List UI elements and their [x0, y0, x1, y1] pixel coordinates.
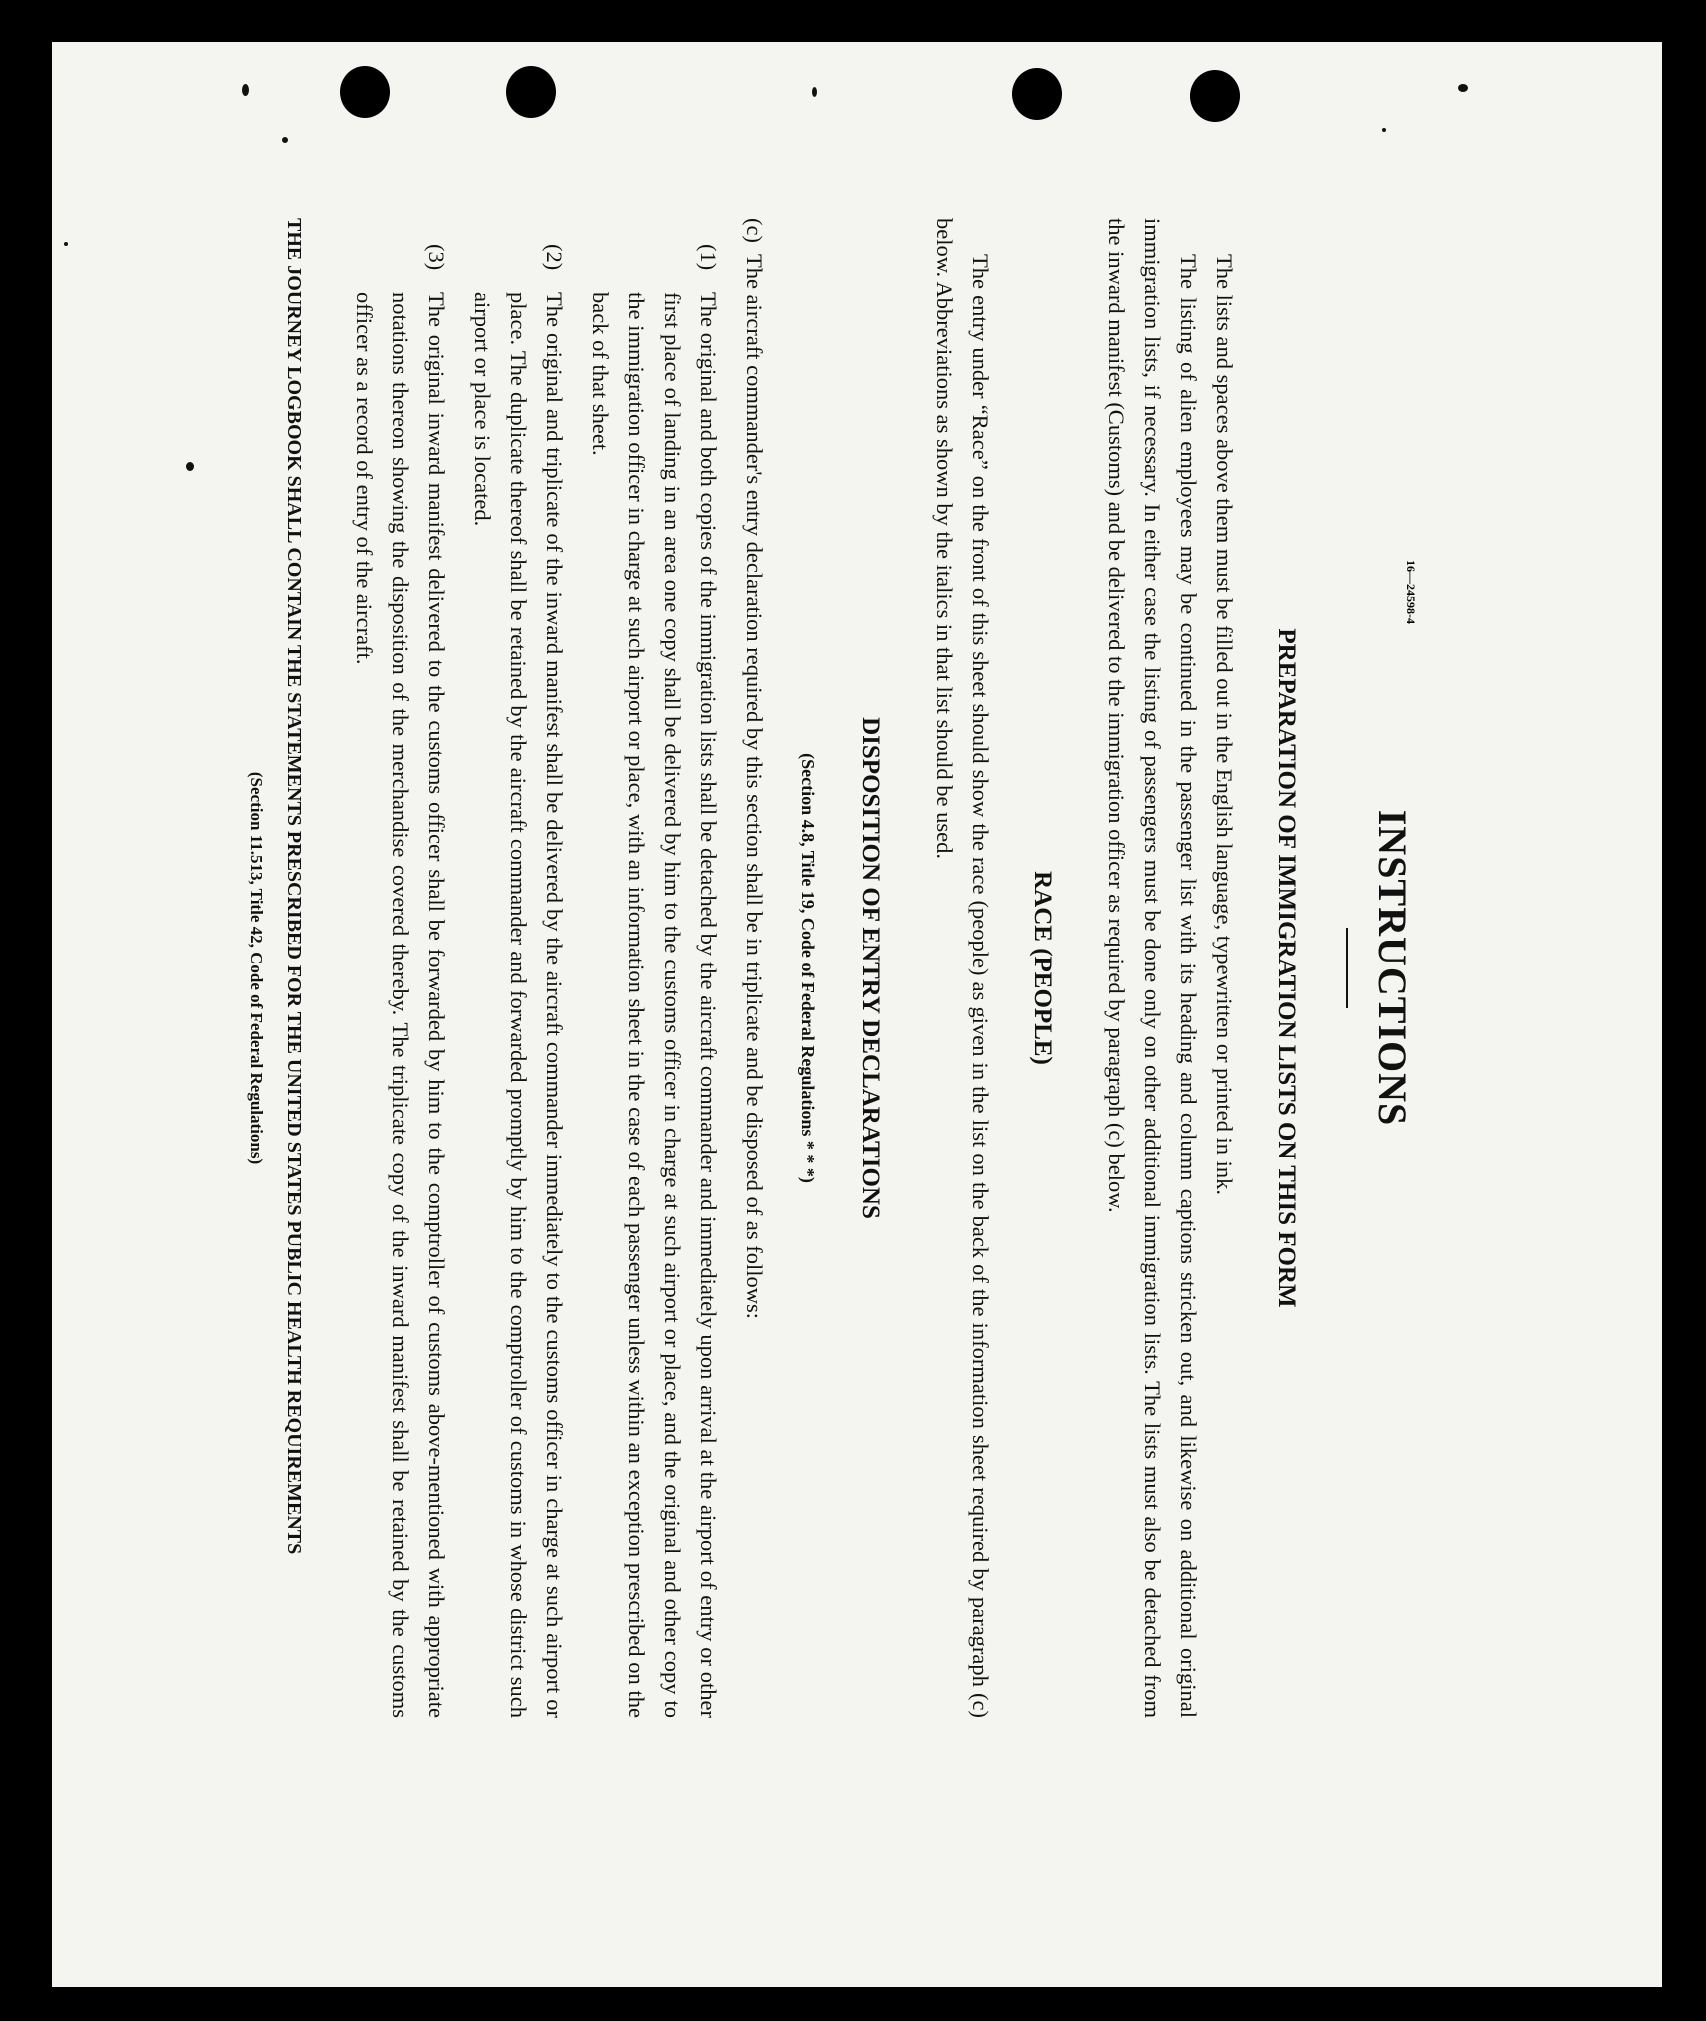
punch-hole [340, 66, 390, 118]
list-text: The original inward manifest delivered to the customs officer shall be forwarded by him to the comptroller of customs above-mentioned with appropriate notations thereon showing the disposition of the merchandise covered thereby. The triplicate copy of the inward manifest shall be retained by the customs officer as a record of entry of the aircraft. [352, 292, 449, 1718]
paragraph: The lists and spaces above them must be filled out in the English language, typewritten or printed in ink. [1212, 254, 1237, 1196]
speck [242, 84, 249, 96]
list-item [464, 218, 572, 1718]
speck [812, 87, 817, 97]
footer-statement: THE JOURNEY LOGBOOK SHALL CONTAIN THE STATEMENTS PRESCRIBED FOR THE UNITED STATES PUBLIC HEALTH REQUIREMENTS [283, 218, 305, 1555]
punch-hole [1190, 70, 1240, 122]
speck [282, 137, 288, 143]
list-number: (2) [542, 244, 567, 271]
form-number: 16—24598-4 [1404, 560, 1418, 624]
paragraph-text: The aircraft commander's entry declaration required by this section shall be in triplicate and be disposed of as follows: [742, 254, 767, 1319]
speck [1458, 84, 1468, 92]
list-item [582, 218, 726, 1718]
title-rule [1346, 928, 1348, 1008]
paragraph: The entry under “Race” on the front of this sheet should show the race (people) as given in the list on the back of the information sheet required by paragraph (c) below. Abbreviations as shown by the italics in that list should be used. [932, 218, 993, 1718]
list-text: The original and triplicate of the inward manifest shall be delivered by the aircraft commander immediately to the customs officer in charge at such airport or place. The duplicate thereof shall be retained by the aircraft commander and forwarded promptly by him to the comptroller of customs in whose district such airport or place is located. [470, 292, 567, 1718]
page-title: INSTRUCTIONS [1370, 809, 1415, 1127]
paragraph-c [736, 218, 772, 1718]
list-text: The original and both copies of the immigration lists shall be detached by the aircraft commander and immediately upon arrival at the airport of entry or other first place of landing in an area one copy shall be delivered by him to the customs officer in charge at such airport or place, and the original and other copy to the immigration officer in charge at such airport or place, with an information sheet in the case of each passenger unless within an exception prescribed on the back of that sheet. [588, 292, 721, 1718]
paragraph: The listing of alien employees may be continued in the passenger list with its heading and column captions stricken out, and likewise on additional original immigration lists, if necessary. In either case the listing of passengers must be done only on other additional immigration lists. The lists must also be detached from the inward manifest (Customs) and be delivered to the immigration officer as required by paragraph (c) below. [1104, 218, 1201, 1718]
punch-hole [506, 66, 556, 118]
list-item [346, 218, 454, 1718]
speck [1382, 128, 1386, 132]
section-citation: (Section 4.8, Title 19, Code of Federal Regulations * * *) [798, 753, 818, 1183]
punch-hole [1012, 68, 1062, 120]
rotated-text-block [247, 218, 1706, 1718]
paragraph-label: (c) [742, 218, 767, 243]
list-number: (3) [424, 244, 449, 271]
section-heading-race: RACE (PEOPLE) [1029, 871, 1056, 1065]
speck [64, 242, 68, 246]
section-heading-preparation: PREPARATION OF IMMIGRATION LISTS ON THIS FORM [1273, 628, 1300, 1308]
section-heading-disposition: DISPOSITION OF ENTRY DECLARATIONS [857, 717, 884, 1219]
footer-citation: (Section 11.513, Title 42, Code of Federal Regulations) [247, 771, 266, 1165]
speck [186, 462, 194, 471]
list-number: (1) [696, 244, 721, 271]
